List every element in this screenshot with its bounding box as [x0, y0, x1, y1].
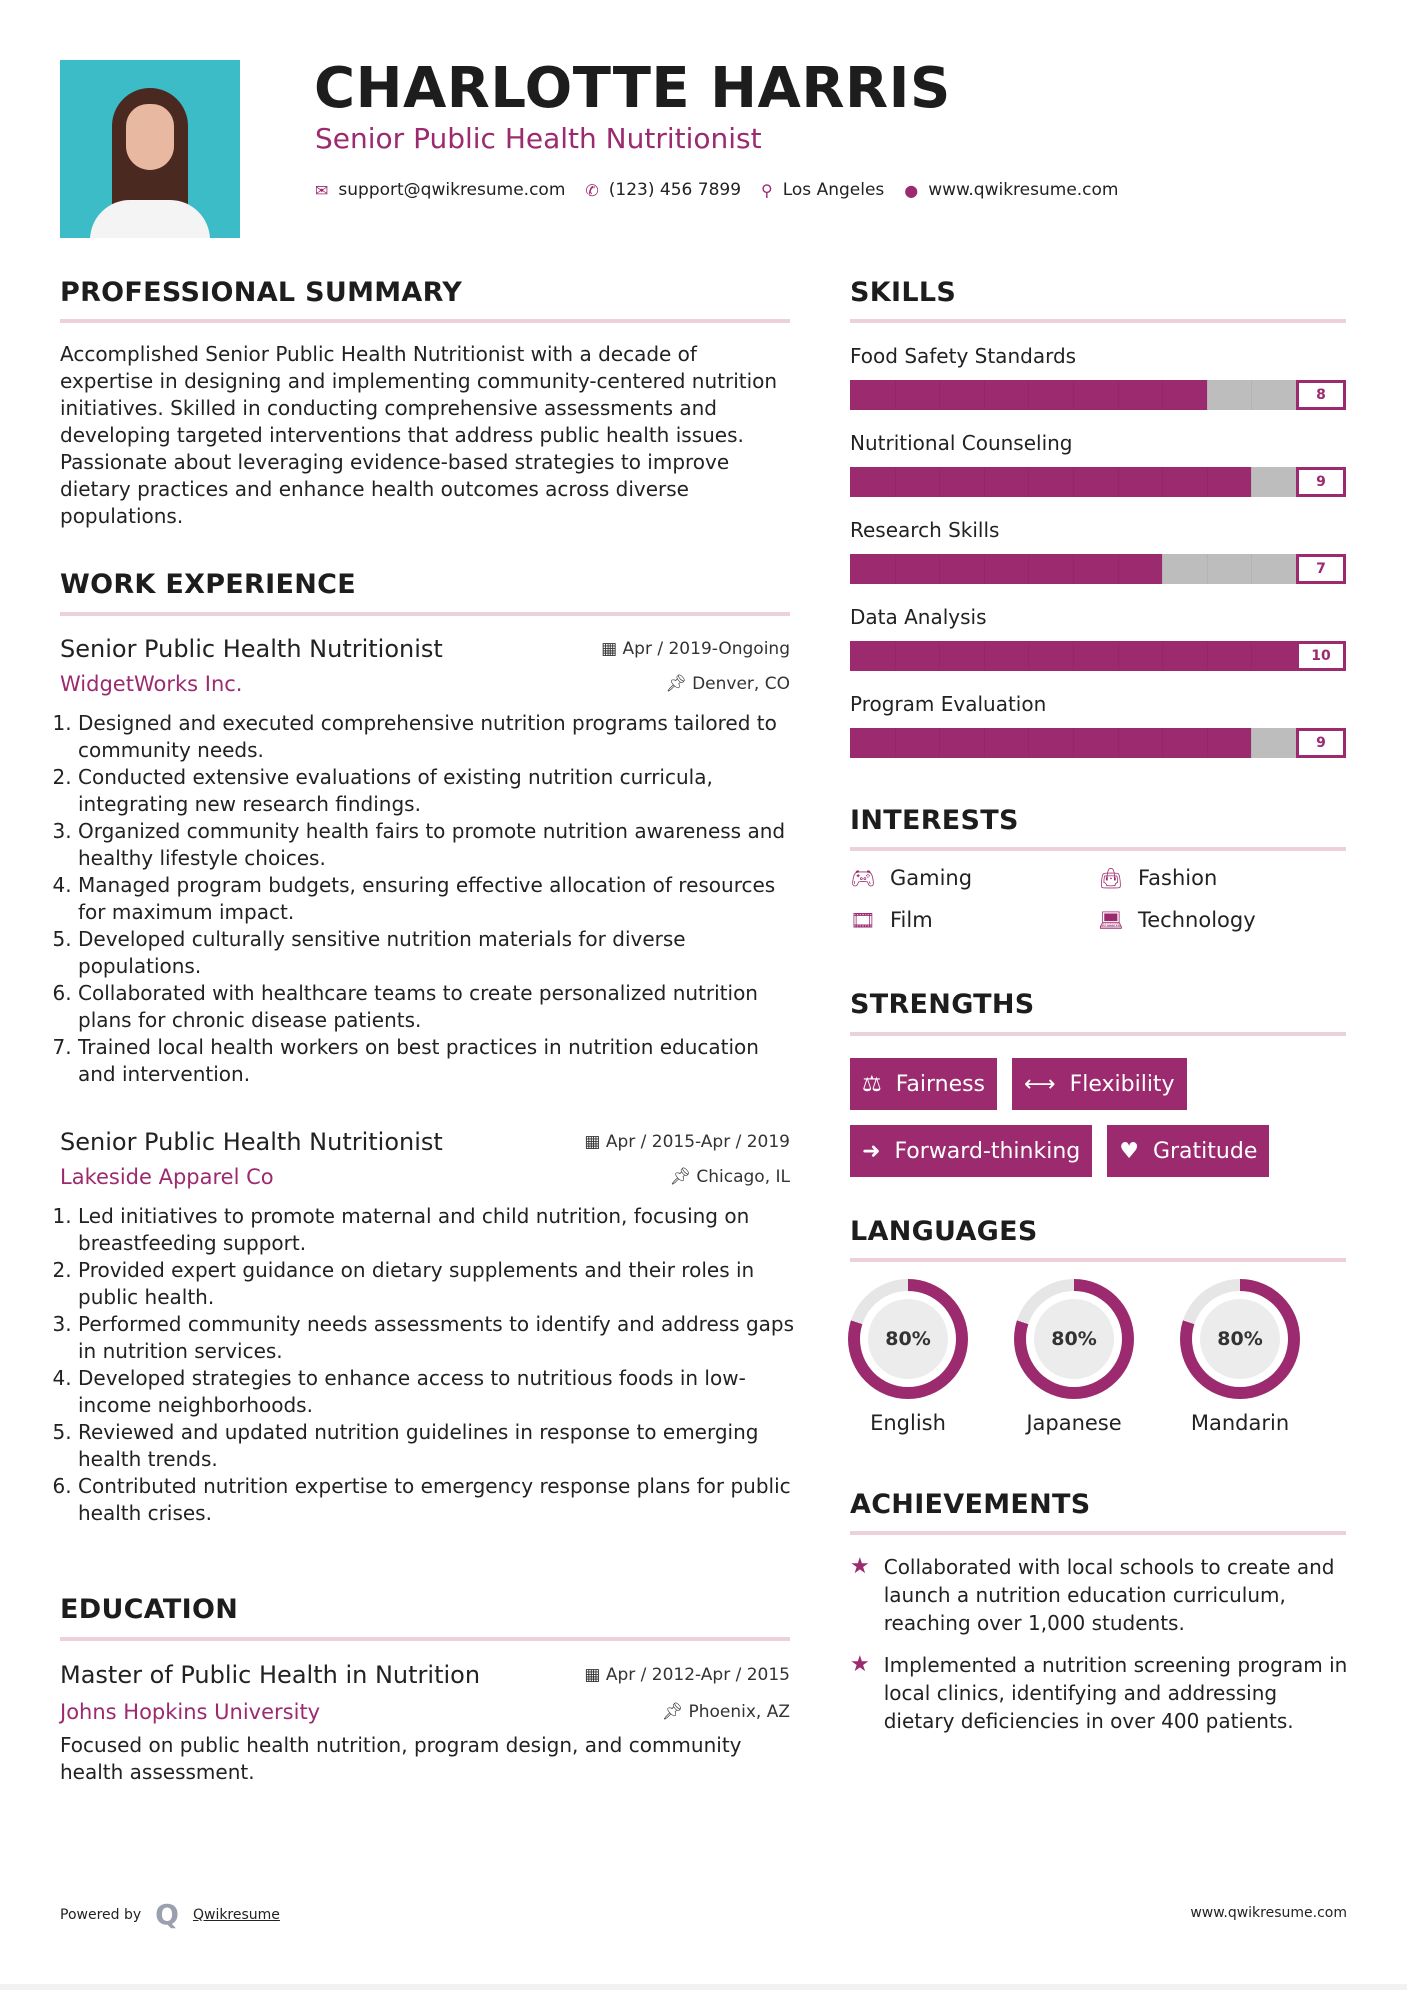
language-name: English [870, 1411, 946, 1435]
skill-score: 10 [1296, 641, 1346, 671]
language-name: Japanese [1026, 1411, 1122, 1435]
arrows-h-icon: ⟷ [1024, 1071, 1056, 1097]
skill-item [850, 514, 1346, 601]
company: WidgetWorks Inc. [60, 672, 243, 696]
strength-tag [1107, 1125, 1269, 1177]
strength-label: Forward-thinking [894, 1138, 1081, 1164]
skill-bar [850, 728, 1346, 758]
language-percent: 80% [1034, 1299, 1114, 1379]
skill-name: Nutritional Counseling [850, 431, 1073, 455]
film-icon: 🎞︎ [850, 908, 876, 932]
job-location: Chicago, IL [696, 1167, 790, 1187]
interest-item [850, 866, 1098, 890]
strength-label: Gratitude [1152, 1138, 1258, 1164]
skill-name: Research Skills [850, 518, 1000, 542]
skill-bar [850, 380, 1346, 410]
divider [850, 319, 1346, 323]
duty-item: 7. Trained local health workers on best practices in nutrition education and intervention. [78, 1034, 795, 1088]
skill-bar-fill [850, 467, 1251, 497]
duty-item: 1. Led initiatives to promote maternal and child nutrition, focusing on breastfeeding support. [78, 1203, 795, 1257]
heart-icon: ♥ [1119, 1138, 1139, 1164]
footer-powered [60, 1898, 280, 1931]
skill-bar-fill [850, 554, 1162, 584]
calendar-icon: ▦ [601, 639, 623, 659]
language-proficiency-ring [1180, 1279, 1300, 1399]
achievement-text: Collaborated with local schools to create and launch a nutrition education curriculum, reaching over 1,000 students. [883, 1555, 1335, 1635]
candidate-title: Senior Public Health Nutritionist [315, 122, 762, 155]
interest-item [1098, 866, 1346, 890]
company: Lakeside Apparel Co [60, 1165, 274, 1189]
language-item [1157, 1279, 1323, 1435]
section-heading-achievements: ACHIEVEMENTS [850, 1489, 1091, 1520]
calendar-icon: ▦ [584, 1665, 606, 1685]
interest-label: Fashion [1138, 866, 1218, 890]
strength-tag [850, 1058, 997, 1110]
interests-list [850, 866, 1346, 932]
duty-item: 4. Managed program budgets, ensuring effective allocation of resources for maximum impact. [78, 872, 795, 926]
job-duties [60, 710, 795, 1088]
shopping-bag-icon: 👜︎ [1098, 866, 1124, 890]
job-entry [60, 1125, 795, 1527]
section-heading-summary: PROFESSIONAL SUMMARY [60, 277, 463, 308]
balance-scale-icon: ⚖ [862, 1071, 882, 1097]
strengths-row [850, 1058, 1187, 1110]
qwikresume-logo-icon: Q [155, 1898, 179, 1931]
duty-item: 5. Reviewed and updated nutrition guidelines in response to emerging health trends. [78, 1419, 795, 1473]
duty-item: 1. Designed and executed comprehensive nutrition programs tailored to community needs. [78, 710, 795, 764]
degree: Master of Public Health in Nutrition [60, 1661, 481, 1689]
duty-item: 5. Developed culturally sensitive nutrition materials for diverse populations. [78, 926, 795, 980]
divider [850, 1032, 1346, 1036]
interest-item [850, 908, 1098, 932]
languages-list [825, 1279, 1323, 1435]
job-duties [60, 1203, 795, 1527]
language-item [991, 1279, 1157, 1435]
skill-name: Food Safety Standards [850, 344, 1077, 368]
divider [60, 1637, 790, 1641]
language-percent: 80% [868, 1299, 948, 1379]
phone-icon: ✆ [585, 180, 599, 200]
skill-name: Data Analysis [850, 605, 987, 629]
skill-score: 9 [1296, 728, 1346, 758]
skill-bar [850, 467, 1346, 497]
section-heading-education: EDUCATION [60, 1594, 239, 1625]
skill-score: 7 [1296, 554, 1346, 584]
duty-item: 2. Conducted extensive evaluations of existing nutrition curricula, integrating new research findings. [78, 764, 795, 818]
pin-icon: 📌︎ [665, 674, 693, 694]
strengths-row [850, 1125, 1269, 1177]
location: Los Angeles [782, 180, 885, 200]
interest-label: Film [890, 908, 933, 932]
skill-item [850, 601, 1346, 688]
email[interactable]: support@qwikresume.com [338, 180, 566, 200]
profile-photo [60, 60, 240, 238]
job-dates: Apr / 2019-Ongoing [622, 639, 790, 659]
skills-list [850, 340, 1346, 775]
strength-label: Flexibility [1069, 1071, 1175, 1097]
language-proficiency-ring [1014, 1279, 1134, 1399]
skill-item [850, 688, 1346, 775]
section-heading-interests: INTERESTS [850, 805, 1019, 836]
interest-label: Gaming [890, 866, 973, 890]
phone: (123) 456 7899 [608, 180, 742, 200]
language-name: Mandarin [1190, 1411, 1290, 1435]
section-heading-experience: WORK EXPERIENCE [60, 569, 356, 600]
divider [60, 612, 790, 616]
duty-item: 6. Contributed nutrition expertise to emergency response plans for public health crises. [78, 1473, 795, 1527]
education-entry [60, 1658, 790, 1786]
interest-item [1098, 908, 1346, 932]
skill-score: 8 [1296, 380, 1346, 410]
envelope-icon: ✉ [315, 180, 329, 200]
language-item [825, 1279, 991, 1435]
strength-tag [850, 1125, 1092, 1177]
map-marker-icon: ⚲ [761, 180, 773, 200]
candidate-name: CHARLOTTE HARRIS [314, 56, 951, 121]
skill-bar [850, 554, 1346, 584]
globe-icon: ● [904, 180, 919, 200]
pin-icon: 📌︎ [669, 1167, 697, 1187]
laptop-icon: 💻︎ [1098, 908, 1124, 932]
education-description: Focused on public health nutrition, program design, and community health assessment. [60, 1733, 742, 1784]
skill-item [850, 427, 1346, 514]
powered-by-label: Powered by [60, 1906, 142, 1923]
skill-bar-fill [850, 728, 1251, 758]
contact-bar [315, 180, 1119, 200]
skill-name: Program Evaluation [850, 692, 1047, 716]
divider [60, 319, 790, 323]
achievements-list [850, 1553, 1350, 1735]
job-location: Denver, CO [692, 674, 790, 694]
school: Johns Hopkins University [60, 1700, 321, 1724]
duty-item: 3. Organized community health fairs to promote nutrition awareness and healthy lifestyle choices. [78, 818, 795, 872]
skill-score: 9 [1296, 467, 1346, 497]
job-title: Senior Public Health Nutritionist [60, 635, 443, 663]
interest-label: Technology [1138, 908, 1256, 932]
page-bottom-band [0, 1984, 1407, 1990]
calendar-icon: ▦ [584, 1132, 606, 1152]
achievement-item [850, 1651, 1350, 1735]
duty-item: 3. Performed community needs assessments to identify and address gaps in nutrition services. [78, 1311, 795, 1365]
achievement-item [850, 1553, 1350, 1637]
job-title: Senior Public Health Nutritionist [60, 1128, 443, 1156]
pin-icon: 📌︎ [661, 1702, 689, 1722]
job-entry [60, 632, 790, 1088]
skill-bar [850, 641, 1346, 671]
website[interactable]: www.qwikresume.com [928, 180, 1119, 200]
language-proficiency-ring [848, 1279, 968, 1399]
section-heading-skills: SKILLS [850, 277, 957, 308]
brand-link[interactable]: Qwikresume [192, 1906, 280, 1923]
footer-website[interactable]: www.qwikresume.com [1190, 1905, 1347, 1921]
summary-text: Accomplished Senior Public Health Nutritionist with a decade of expertise in designing and implementing community-centered nutrition initiatives. Skilled in conducting comprehensive assessments and developing targeted interventions that address public health issues. Passionate about leveraging evidence-based strategies to improve dietary practices and enhance health outcomes across diverse populations. [60, 342, 778, 528]
achievement-text: Implemented a nutrition screening program in local clinics, identifying and addressing dietary deficiencies in over 400 patients. [883, 1653, 1348, 1733]
section-heading-strengths: STRENGTHS [850, 989, 1035, 1020]
star-icon: ★ [850, 1554, 870, 1579]
education-dates: Apr / 2012-Apr / 2015 [605, 1665, 790, 1685]
education-location: Phoenix, AZ [688, 1702, 790, 1722]
duty-item: 2. Provided expert guidance on dietary supplements and their roles in public health. [78, 1257, 795, 1311]
job-dates: Apr / 2015-Apr / 2019 [605, 1132, 790, 1152]
duty-item: 6. Collaborated with healthcare teams to create personalized nutrition plans for chronic disease patients. [78, 980, 795, 1034]
divider [850, 847, 1346, 851]
star-icon: ★ [850, 1652, 870, 1677]
strength-tag [1012, 1058, 1187, 1110]
gamepad-icon: 🎮︎ [850, 866, 876, 890]
language-percent: 80% [1200, 1299, 1280, 1379]
divider [850, 1531, 1346, 1535]
section-heading-languages: LANGUAGES [850, 1216, 1038, 1247]
divider [850, 1258, 1346, 1262]
strength-label: Fairness [895, 1071, 986, 1097]
skill-item [850, 340, 1346, 427]
arrow-right-icon: ➜ [862, 1138, 881, 1164]
duty-item: 4. Developed strategies to enhance access to nutritious foods in low-income neighborhoods. [78, 1365, 795, 1419]
